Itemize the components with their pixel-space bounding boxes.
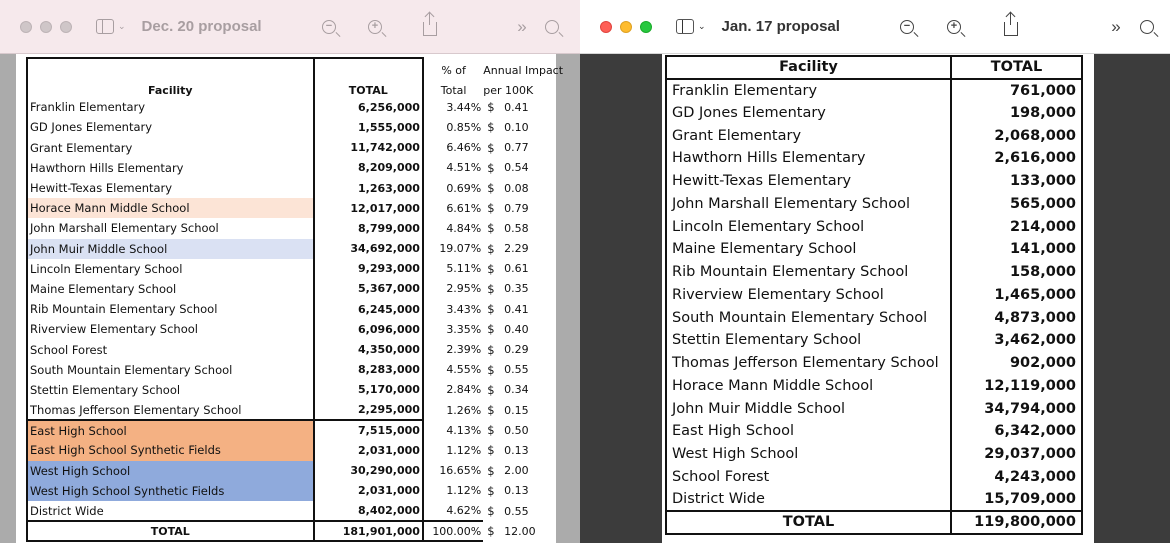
total-cell: 34,794,000 bbox=[951, 397, 1082, 420]
impact-cell: 2.29 bbox=[504, 242, 529, 256]
dollar-sign: $ bbox=[487, 201, 495, 216]
facility-cell: East High School bbox=[666, 420, 951, 443]
table-row bbox=[666, 443, 1082, 466]
table-row bbox=[27, 400, 521, 420]
close-window-button[interactable] bbox=[20, 21, 32, 33]
pct-cell: 3.44% bbox=[446, 100, 482, 114]
facility-cell: Hawthorn Hills Elementary bbox=[27, 158, 314, 178]
dollar-sign: $ bbox=[487, 302, 495, 317]
table-row bbox=[27, 481, 521, 501]
total-cell: 5,367,000 bbox=[314, 279, 423, 299]
table-row bbox=[666, 329, 1082, 352]
table-row bbox=[27, 279, 521, 299]
dollar-sign: $ bbox=[487, 140, 495, 155]
zoom-out-button[interactable] bbox=[896, 16, 918, 38]
total-cell: 12,119,000 bbox=[951, 375, 1082, 398]
dec-proposal-table bbox=[26, 57, 564, 542]
impact-cell: 0.13 bbox=[504, 443, 529, 457]
right-preview-window bbox=[580, 0, 1170, 543]
impact-cell: 2.00 bbox=[504, 464, 529, 478]
table-row bbox=[27, 259, 521, 279]
dollar-sign: $ bbox=[487, 322, 495, 337]
total-cell: 565,000 bbox=[951, 193, 1082, 216]
pct-header-line2: Total bbox=[440, 84, 467, 98]
dollar-sign: $ bbox=[487, 362, 495, 377]
total-cell: 7,515,000 bbox=[314, 420, 423, 440]
table-row bbox=[27, 461, 521, 481]
impact-cell: 0.61 bbox=[504, 262, 529, 276]
dollar-sign: $ bbox=[487, 443, 495, 458]
table-row bbox=[666, 284, 1082, 307]
facility-cell: Rib Mountain Elementary School bbox=[666, 261, 951, 284]
facility-cell: East High School Synthetic Fields bbox=[27, 440, 314, 460]
facility-column-header: Facility bbox=[666, 56, 951, 79]
table-row bbox=[27, 380, 521, 400]
share-icon bbox=[423, 22, 437, 36]
table-row bbox=[27, 218, 521, 238]
facility-cell: GD Jones Elementary bbox=[27, 117, 314, 137]
grand-total-pct: 100.00% bbox=[423, 521, 483, 541]
table-row bbox=[27, 178, 521, 198]
impact-cell: 0.34 bbox=[504, 383, 529, 397]
facility-cell: John Marshall Elementary School bbox=[27, 218, 314, 238]
table-row bbox=[27, 138, 521, 158]
total-cell: 6,096,000 bbox=[314, 319, 423, 339]
dollar-sign: $ bbox=[487, 524, 495, 539]
impact-cell: 0.10 bbox=[504, 120, 529, 134]
dollar-sign: $ bbox=[487, 382, 495, 397]
facility-cell: Grant Elementary bbox=[666, 124, 951, 147]
total-cell: 1,263,000 bbox=[314, 178, 423, 198]
sidebar-toggle-button[interactable] bbox=[96, 19, 126, 34]
total-cell: 761,000 bbox=[951, 79, 1082, 102]
table-row bbox=[666, 215, 1082, 238]
table-row bbox=[666, 102, 1082, 125]
total-cell: 34,692,000 bbox=[314, 239, 423, 259]
impact-cell: 0.29 bbox=[504, 343, 529, 357]
facility-cell: Hewitt-Texas Elementary bbox=[27, 178, 314, 198]
facility-cell: Maine Elementary School bbox=[27, 279, 314, 299]
pct-cell: 3.35% bbox=[446, 322, 482, 336]
pct-cell: 2.84% bbox=[446, 383, 482, 397]
pct-cell: 3.43% bbox=[446, 302, 482, 316]
pct-cell: 0.69% bbox=[446, 181, 482, 195]
dollar-sign: $ bbox=[487, 120, 495, 135]
zoom-in-button[interactable] bbox=[943, 16, 965, 38]
facility-cell: West High School Synthetic Fields bbox=[27, 481, 314, 501]
more-chevron-icon: » bbox=[517, 17, 527, 36]
total-cell: 12,017,000 bbox=[314, 198, 423, 218]
window-controls bbox=[600, 21, 652, 33]
pct-cell: 4.51% bbox=[446, 161, 482, 175]
total-cell: 6,256,000 bbox=[314, 97, 423, 117]
total-cell: 4,243,000 bbox=[951, 466, 1082, 489]
impact-cell: 0.41 bbox=[504, 302, 529, 316]
facility-cell: East High School bbox=[27, 420, 314, 440]
table-row bbox=[666, 261, 1082, 284]
dollar-sign: $ bbox=[487, 423, 495, 438]
impact-cell: 0.54 bbox=[504, 161, 529, 175]
table-row bbox=[666, 124, 1082, 147]
facility-cell: West High School bbox=[666, 443, 951, 466]
impact-cell: 0.13 bbox=[504, 484, 529, 498]
right-document-page bbox=[662, 54, 1094, 543]
more-toolbar-button[interactable] bbox=[511, 16, 533, 38]
facility-cell: West High School bbox=[27, 461, 314, 481]
pct-cell: 2.95% bbox=[446, 282, 482, 296]
more-chevron-icon: » bbox=[1111, 17, 1121, 36]
table-row bbox=[27, 360, 521, 380]
facility-cell: South Mountain Elementary School bbox=[666, 306, 951, 329]
close-window-button[interactable] bbox=[600, 21, 612, 33]
total-cell: 29,037,000 bbox=[951, 443, 1082, 466]
pct-cell: 6.61% bbox=[446, 201, 482, 215]
table-row bbox=[27, 158, 521, 178]
total-label: TOTAL bbox=[27, 521, 314, 541]
facility-cell: John Marshall Elementary School bbox=[666, 193, 951, 216]
facility-cell: Rib Mountain Elementary School bbox=[27, 299, 314, 319]
dollar-sign: $ bbox=[487, 483, 495, 498]
pct-cell: 1.12% bbox=[446, 484, 482, 498]
table-row bbox=[666, 147, 1082, 170]
minimize-window-button[interactable] bbox=[620, 21, 632, 33]
search-icon bbox=[545, 20, 559, 34]
total-cell: 5,170,000 bbox=[314, 380, 423, 400]
total-cell: 158,000 bbox=[951, 261, 1082, 284]
total-cell: 1,465,000 bbox=[951, 284, 1082, 307]
document-title: Jan. 17 proposal bbox=[721, 18, 840, 35]
search-button[interactable] bbox=[541, 16, 563, 38]
table-row bbox=[666, 488, 1082, 511]
total-label: TOTAL bbox=[666, 511, 951, 534]
total-column-header: TOTAL bbox=[314, 77, 423, 97]
impact-cell: 0.55 bbox=[504, 363, 529, 377]
impact-cell: 0.79 bbox=[504, 201, 529, 215]
facility-cell: John Muir Middle School bbox=[666, 397, 951, 420]
table-row bbox=[666, 79, 1082, 102]
total-cell: 2,031,000 bbox=[314, 440, 423, 460]
pct-cell: 4.62% bbox=[446, 504, 482, 518]
pct-cell: 2.39% bbox=[446, 343, 482, 357]
facility-cell: GD Jones Elementary bbox=[666, 102, 951, 125]
table-row bbox=[27, 319, 521, 339]
total-cell: 6,245,000 bbox=[314, 299, 423, 319]
zoom-out-icon: − bbox=[900, 20, 914, 34]
total-row bbox=[27, 521, 521, 541]
total-cell: 141,000 bbox=[951, 238, 1082, 261]
total-cell: 8,283,000 bbox=[314, 360, 423, 380]
facility-cell: Riverview Elementary School bbox=[27, 319, 314, 339]
facility-cell: Maine Elementary School bbox=[666, 238, 951, 261]
impact-cell: 0.58 bbox=[504, 221, 529, 235]
facility-cell: Hewitt-Texas Elementary bbox=[666, 170, 951, 193]
total-cell: 8,402,000 bbox=[314, 501, 423, 521]
zoom-out-icon: − bbox=[322, 20, 336, 34]
pct-cell: 6.46% bbox=[446, 141, 482, 155]
table-row bbox=[27, 420, 521, 440]
table-row bbox=[666, 466, 1082, 489]
dollar-sign: $ bbox=[487, 463, 495, 478]
search-button[interactable] bbox=[1136, 16, 1158, 38]
facility-cell: District Wide bbox=[666, 488, 951, 511]
impact-cell: 0.35 bbox=[504, 282, 529, 296]
facility-cell: Horace Mann Middle School bbox=[27, 198, 314, 218]
pct-cell: 4.84% bbox=[446, 221, 482, 235]
impact-cell: 0.50 bbox=[504, 423, 529, 437]
pct-cell: 16.65% bbox=[439, 464, 482, 478]
left-window-titlebar bbox=[0, 0, 580, 54]
zoom-in-icon: + bbox=[368, 20, 382, 34]
facility-cell: Horace Mann Middle School bbox=[666, 375, 951, 398]
pct-cell: 1.26% bbox=[446, 403, 482, 417]
facility-cell: South Mountain Elementary School bbox=[27, 360, 314, 380]
total-cell: 15,709,000 bbox=[951, 488, 1082, 511]
total-cell: 4,873,000 bbox=[951, 306, 1082, 329]
pct-header-line1: % of bbox=[441, 64, 466, 77]
table-row bbox=[666, 420, 1082, 443]
right-window-titlebar bbox=[580, 0, 1170, 54]
facility-cell: Lincoln Elementary School bbox=[666, 215, 951, 238]
facility-cell: Stettin Elementary School bbox=[666, 329, 951, 352]
left-document-page bbox=[16, 54, 564, 543]
total-cell: 9,293,000 bbox=[314, 259, 423, 279]
pct-cell: 1.12% bbox=[446, 443, 482, 457]
dollar-sign: $ bbox=[487, 241, 495, 256]
grand-total-value: 181,901,000 bbox=[314, 521, 423, 541]
table-row bbox=[27, 501, 521, 521]
facility-cell: Lincoln Elementary School bbox=[27, 259, 314, 279]
pct-cell: 19.07% bbox=[439, 242, 482, 256]
dollar-sign: $ bbox=[487, 221, 495, 236]
table-row bbox=[27, 339, 521, 359]
table-row bbox=[27, 97, 521, 117]
dollar-sign: $ bbox=[487, 160, 495, 175]
facility-cell: Thomas Jefferson Elementary School bbox=[27, 400, 314, 420]
facility-cell: Thomas Jefferson Elementary School bbox=[666, 352, 951, 375]
facility-cell: School Forest bbox=[666, 466, 951, 489]
facility-cell: District Wide bbox=[27, 501, 314, 521]
table-row bbox=[27, 198, 521, 218]
chevron-down-icon: ⌄ bbox=[118, 21, 126, 31]
zoom-window-button[interactable] bbox=[60, 21, 72, 33]
left-preview-window bbox=[0, 0, 580, 543]
zoom-in-button[interactable] bbox=[364, 16, 386, 38]
facility-cell: Grant Elementary bbox=[27, 138, 314, 158]
total-cell: 8,799,000 bbox=[314, 218, 423, 238]
grand-total-impact: 12.00 bbox=[504, 524, 536, 538]
sidebar-toggle-icon bbox=[676, 19, 694, 34]
impact-cell: 0.55 bbox=[504, 504, 529, 518]
table-row bbox=[666, 193, 1082, 216]
share-button[interactable] bbox=[1000, 16, 1022, 38]
dollar-sign: $ bbox=[487, 181, 495, 196]
total-cell: 133,000 bbox=[951, 170, 1082, 193]
table-row bbox=[666, 170, 1082, 193]
facility-cell: Franklin Elementary bbox=[666, 79, 951, 102]
impact-header-line2: per 100K bbox=[483, 84, 534, 98]
total-cell: 198,000 bbox=[951, 102, 1082, 125]
table-row bbox=[666, 375, 1082, 398]
table-row bbox=[666, 397, 1082, 420]
total-cell: 4,350,000 bbox=[314, 339, 423, 359]
total-cell: 2,068,000 bbox=[951, 124, 1082, 147]
sidebar-toggle-button[interactable] bbox=[676, 19, 706, 34]
zoom-window-button[interactable] bbox=[640, 21, 652, 33]
total-cell: 902,000 bbox=[951, 352, 1082, 375]
dollar-sign: $ bbox=[487, 504, 495, 519]
total-cell: 6,342,000 bbox=[951, 420, 1082, 443]
facility-cell: Franklin Elementary bbox=[27, 97, 314, 117]
sidebar-toggle-icon bbox=[96, 19, 114, 34]
total-cell: 8,209,000 bbox=[314, 158, 423, 178]
table-row bbox=[666, 238, 1082, 261]
chevron-down-icon: ⌄ bbox=[698, 21, 706, 31]
dollar-sign: $ bbox=[487, 403, 495, 418]
impact-cell: 0.08 bbox=[504, 181, 529, 195]
pct-cell: 5.11% bbox=[446, 262, 482, 276]
dollar-sign: $ bbox=[487, 261, 495, 276]
table-row bbox=[666, 306, 1082, 329]
grand-total-value: 119,800,000 bbox=[951, 511, 1082, 534]
impact-cell: 0.40 bbox=[504, 322, 529, 336]
total-cell: 11,742,000 bbox=[314, 138, 423, 158]
total-cell: 1,555,000 bbox=[314, 117, 423, 137]
zoom-in-icon: + bbox=[947, 20, 961, 34]
table-row bbox=[666, 352, 1082, 375]
facility-cell: School Forest bbox=[27, 339, 314, 359]
table-row bbox=[27, 117, 521, 137]
zoom-out-button[interactable] bbox=[318, 16, 340, 38]
pct-cell: 4.55% bbox=[446, 363, 482, 377]
facility-cell: John Muir Middle School bbox=[27, 239, 314, 259]
pct-cell: 0.85% bbox=[446, 120, 482, 134]
minimize-window-button[interactable] bbox=[40, 21, 52, 33]
dollar-sign: $ bbox=[487, 342, 495, 357]
impact-header-line1: Annual Impact bbox=[483, 64, 564, 77]
total-row bbox=[666, 511, 1082, 534]
total-cell: 214,000 bbox=[951, 215, 1082, 238]
table-row bbox=[27, 440, 521, 460]
total-cell: 3,462,000 bbox=[951, 329, 1082, 352]
facility-cell: Riverview Elementary School bbox=[666, 284, 951, 307]
pct-cell: 4.13% bbox=[446, 423, 482, 437]
impact-cell: 0.77 bbox=[504, 141, 529, 155]
total-cell: 2,295,000 bbox=[314, 400, 423, 420]
table-row bbox=[27, 299, 521, 319]
impact-cell: 0.15 bbox=[504, 403, 529, 417]
dollar-sign: $ bbox=[487, 100, 495, 115]
document-title: Dec. 20 proposal bbox=[141, 18, 262, 35]
facility-cell: Hawthorn Hills Elementary bbox=[666, 147, 951, 170]
share-icon bbox=[1004, 22, 1018, 36]
window-controls bbox=[20, 21, 72, 33]
total-cell: 30,290,000 bbox=[314, 461, 423, 481]
jan-proposal-table bbox=[665, 55, 1083, 535]
total-cell: 2,031,000 bbox=[314, 481, 423, 501]
dollar-sign: $ bbox=[487, 281, 495, 296]
total-column-header: TOTAL bbox=[951, 56, 1082, 79]
share-button[interactable] bbox=[419, 16, 441, 38]
facility-cell: Stettin Elementary School bbox=[27, 380, 314, 400]
impact-cell: 0.41 bbox=[504, 100, 529, 114]
search-icon bbox=[1140, 20, 1154, 34]
more-toolbar-button[interactable] bbox=[1105, 16, 1127, 38]
total-cell: 2,616,000 bbox=[951, 147, 1082, 170]
table-row bbox=[27, 239, 521, 259]
facility-column-header: Facility bbox=[27, 77, 314, 97]
